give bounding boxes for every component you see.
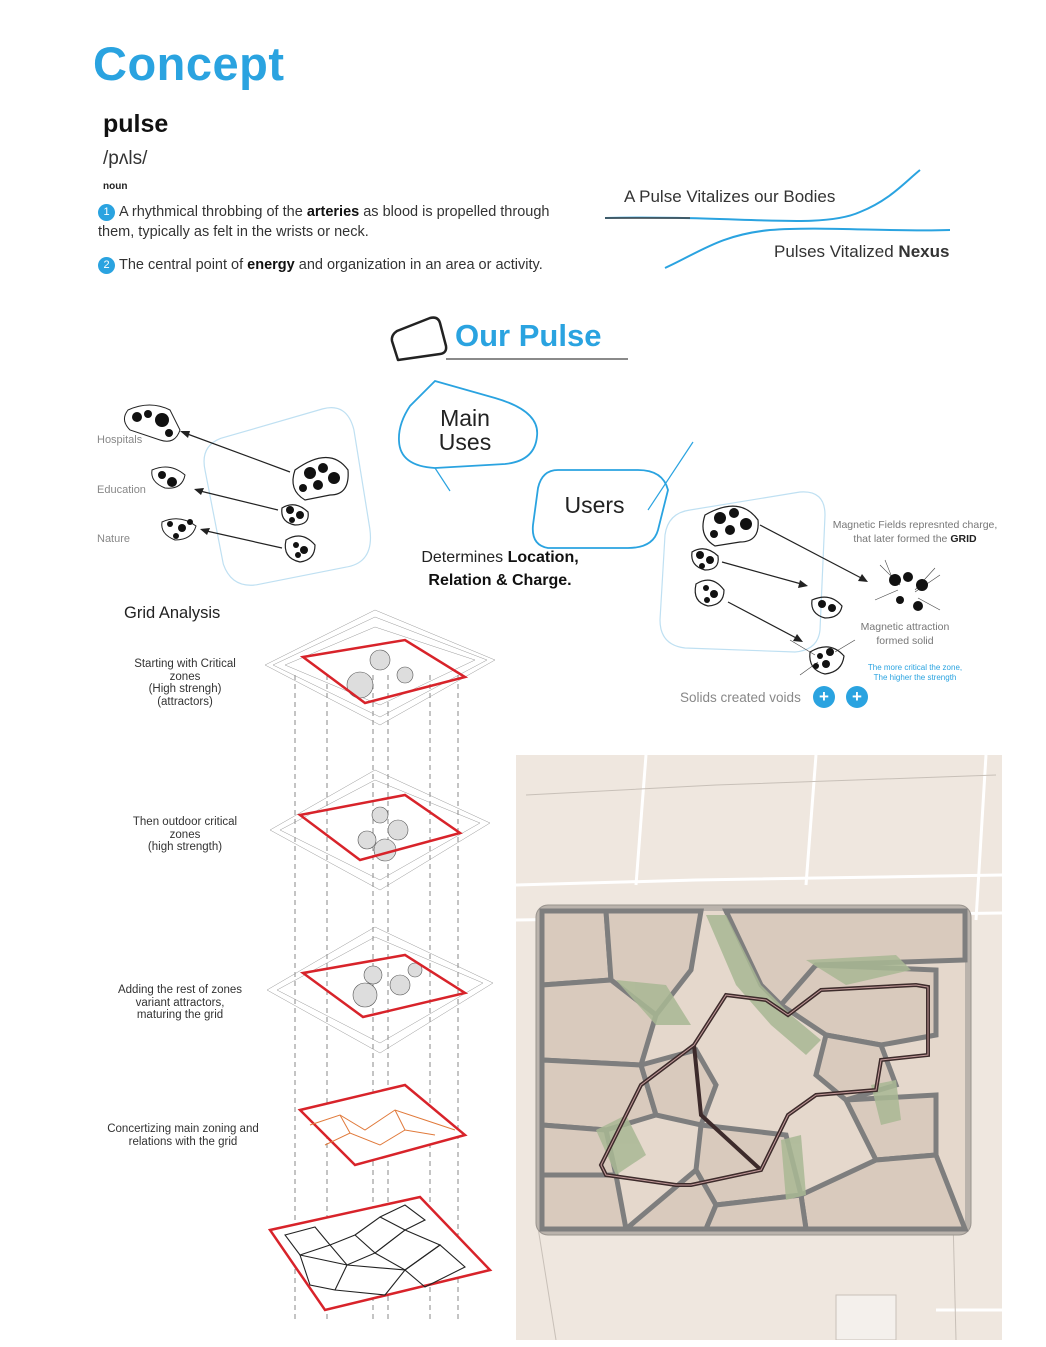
number-badge: 2: [98, 257, 115, 274]
grid-analysis-title: Grid Analysis: [124, 604, 221, 622]
critical-zone-note: The more critical the zone, The higher the strength: [867, 663, 963, 682]
site-master-plan: [516, 755, 1002, 1340]
main-uses-diagram: [110, 400, 380, 590]
main-uses-label: Main Uses: [438, 405, 492, 455]
definition-item-2: 2 The central point of energy and organization in an area or activity.: [98, 255, 568, 275]
pulse-curves: [590, 160, 950, 280]
definition-part-of-speech: noun: [103, 181, 128, 192]
solids-created-voids: Solids created voids: [680, 690, 801, 705]
definition-word: pulse: [103, 110, 169, 138]
our-pulse-title: Our Pulse: [455, 318, 602, 353]
number-badge: 1: [98, 204, 115, 221]
definition-phonetic: /pʌls/: [103, 148, 148, 169]
grid-step-2: Then outdoor critical zones (high strength): [132, 816, 238, 853]
curve-bottom-text: Pulses Vitalized Nexus: [774, 242, 950, 261]
grid-step-4: Concertizing main zoning and relations with the grid: [107, 1123, 259, 1148]
determines-text: Determines Location, Relation & Charge.: [421, 549, 579, 589]
users-label: Users: [564, 492, 625, 518]
curve-top-text: A Pulse Vitalizes our Bodies: [624, 187, 836, 206]
plus-icon: +: [846, 686, 868, 708]
label-hospitals: Hospitals: [97, 434, 143, 446]
grid-step-3: Adding the rest of zones variant attractors, maturing the grid: [117, 984, 243, 1021]
label-education: Education: [97, 484, 146, 496]
plus-icon: +: [813, 686, 835, 708]
grid-step-1: Starting with Critical zones (High strengh) (attractors): [134, 658, 236, 708]
page-title: Concept: [93, 37, 285, 90]
definition-item-1: 1 A rhythmical throbbing of the arteries as blood is propelled through them, typically as felt in the wrists or neck.: [98, 204, 550, 240]
magnetic-attraction-note: Magnetic attraction formed solid: [860, 621, 950, 647]
magnetic-fields-note: Magnetic Fields represnted charge, that later formed the GRID: [832, 519, 998, 545]
grid-analysis-stack: [255, 605, 505, 1335]
label-nature: Nature: [97, 533, 131, 545]
